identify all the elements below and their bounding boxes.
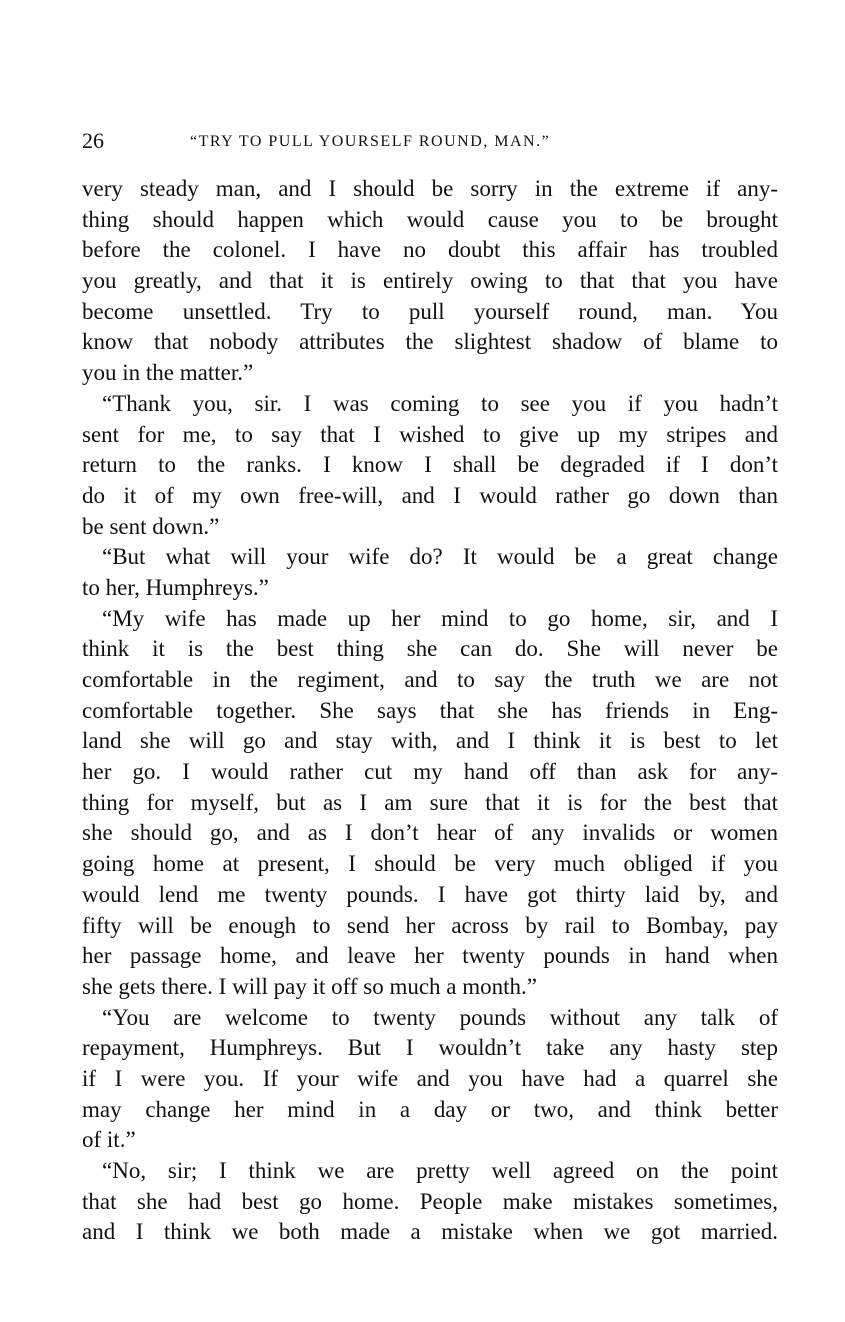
text-line: very steady man, and I should be sorry in the extreme if any- <box>82 176 778 201</box>
text-line: that she had best go home. People make mistakes sometimes, <box>82 1188 778 1214</box>
text-line: fifty will be enough to send her across by rail to Bombay, pay <box>82 912 778 938</box>
page-header <box>82 126 777 156</box>
text-line: you greatly, and that it is entirely owing to that that you have <box>82 268 778 294</box>
text-line: “My wife has made up her mind to go home, sir, and I <box>102 605 778 631</box>
text-line: if I were you. If your wife and you have had a quarrel she <box>82 1065 778 1091</box>
text-line: to her, Humphreys.” <box>82 574 269 600</box>
text-line: would lend me twenty pounds. I have got thirty laid by, and <box>82 881 778 907</box>
text-line: do it of my own free-will, and I would rather go down than <box>82 482 778 508</box>
text-line: may change her mind in a day or two, and think better <box>82 1096 778 1122</box>
text-line: comfortable together. She says that she has friends in Eng- <box>82 697 778 723</box>
text-line: think it is the best thing she can do. She will never be <box>82 636 778 662</box>
running-title: “TRY TO PULL YOURSELF ROUND, MAN.” <box>190 133 551 150</box>
text-line: she gets there. I will pay it off so much a month.” <box>82 973 538 999</box>
text-line: know that nobody attributes the slightest shadow of blame to <box>82 329 778 355</box>
text-line: “No, sir; I think we are pretty well agreed on the point <box>102 1158 778 1183</box>
text-line: she should go, and as I don’t hear of any invalids or women <box>82 820 778 846</box>
text-line: be sent down.” <box>82 513 220 539</box>
text-line: and I think we both made a mistake when we got married. <box>82 1219 778 1245</box>
text-line: return to the ranks. I know I shall be degraded if I don’t <box>82 452 778 478</box>
text-line: going home at present, I should be very much obliged if you <box>82 851 778 877</box>
text-line: “But what will your wife do? It would be a great change <box>102 544 778 570</box>
text-line: thing for myself, but as I am sure that it is for the best that <box>82 789 778 815</box>
text-line: before the colonel. I have no doubt this affair has troubled <box>82 237 778 263</box>
text-line: thing should happen which would cause you to be brought <box>82 206 778 232</box>
text-line: her go. I would rather cut my hand off than ask for any- <box>82 759 778 785</box>
text-line: repayment, Humphreys. But I wouldn’t take any hasty step <box>82 1035 778 1061</box>
text-line: “You are welcome to twenty pounds without any talk of <box>102 1004 778 1030</box>
text-line: sent for me, to say that I wished to give up my stripes and <box>82 421 778 447</box>
text-line: become unsettled. Try to pull yourself round, man. You <box>82 298 778 324</box>
page-number: 26 <box>82 128 104 153</box>
text-line: “Thank you, sir. I was coming to see you if you hadn’t <box>102 390 778 416</box>
text-line: of it.” <box>82 1127 136 1153</box>
text-line: you in the matter.” <box>82 360 254 386</box>
text-line: her passage home, and leave her twenty pounds in hand when <box>82 943 778 969</box>
body-text <box>82 174 778 1248</box>
text-line: comfortable in the regiment, and to say the truth we are not <box>82 667 778 692</box>
text-line: land she will go and stay with, and I think it is best to let <box>82 728 778 754</box>
